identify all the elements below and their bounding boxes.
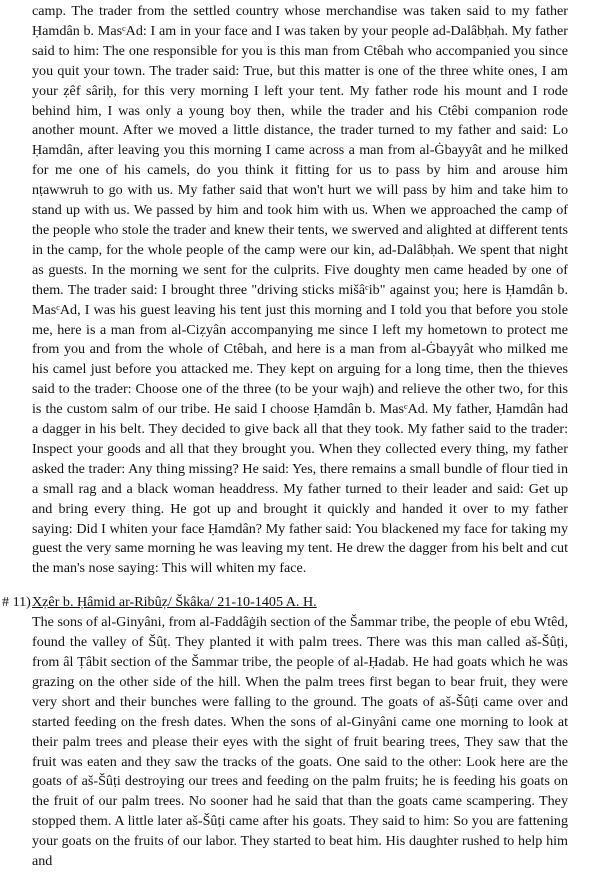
document-page bbox=[2, 2, 568, 872]
story-continued-paragraph: camp. The trader from the settled country whose merchandise was taken said to my father Ḥamdân b. MasᶜAd: I am in your face and I was taken by your people ad-Dalâbḥah. My father said to him: The one responsible for you is this man from Ctêbah who accompanied you since you quit your town. The trader said: True, but this matter is one of the three white ones, I am your ẓêf sâriḥ, for this very morning I left your tent. My father rode his mount and I rode behind him, I was only a young boy then, while the trader and his Ctêbi companion rode another mount. After we moved a little distance, the trader turned to my father and said: Lo Ḥamdân, after leaving you this morning I came across a man from al-Ġbayyât and he milked for me one of his camels, do you think it fitting for us to pass by him and arouse him nṭawwruh to go with us. My father said that won't hurt we will pass by him and take him to stand up with us. We passed by him and took him with us. When we approached the camp of the people who stole the trader and knew their tents, we swerved and alighted at different tents in the camp, for the whole people of the camp were our kin, ad-Dalâbḥah. We spent that night as guests. In the morning we sent for the culprits. Five doughty men came headed by one of them. The trader said: I brought three "driving sticks mišâᶜib" against you; here is Ḥamdân b. MasᶜAd, I was his guest leaving his tent just this morning and I told you that before you stole me, here is a man from al-Ciẓyân accompanying me since I left my hometown to protect me from you and from the whole of Ctêbah, and here is a man from al-Ġbayyât who milked me his camel just before you attacked me. They kept on arguing for a long time, then the thieves said to the trader: Choose one of the three (to be your wajh) and relieve the other two, for this is the custom salm of our tribe. He said I choose Ḥamdân b. MasᶜAd. My father, Ḥamdân had a dagger in his belt. They decided to give back all that they took. My father said to the trader: Inspect your goods and all that they brought you. When they collected every thing, my father asked the trader: Any thing missing? He said: Yes, there remains a small bundle of flour tied in a small rag and a black woman headdress. My father turned to their leader and said: Get up and bring every thing. He got up and brought it quickly and handed it over to my father saying: Did I whiten your face Ḥamdân? My father said: You blackened my face for taking my guest the very same morning he was leaving my tent. He drew the dagger from his belt and cut the man's nose saying: This will whiten my face. bbox=[32, 3, 568, 577]
entry-heading: Xẓêr b. Ḥâmid ar-Ribûẓ/ Škâka/ 21-10-1405 A. H. bbox=[32, 594, 317, 611]
entry-number: # 11) bbox=[2, 594, 31, 611]
entry-11 bbox=[2, 593, 568, 872]
section-gap bbox=[32, 579, 568, 593]
entry-paragraph: The sons of al-Ginyâni, from al-Faddâġih section of the Šammar tribe, the people of ebu Wtêd, found the valley of Šûṭ. They planted it with palm trees. There was this man called aš-Šûṭi, from âl Ṭâbit section of the Šammar tribe, the people of al-Ḥadab. He had goats which he was grazing on the other side of the hill. When the palm trees first began to bear fruit, they were very short and their bunches were falling to the ground. The goats of aš-Šûṭi came over and started feeding on the fresh dates. When the sons of al-Ginyâni came one morning to look at their palm trees and please their eyes with the sight of fruit bearing trees, They saw that the fruit was eaten and they saw the tracks of the goats. One said to the other: Look here are the goats of aš-Šûṭi destroying our trees and feeding on the palm fruits; he is feeding his goats on the fruit of our palm trees. No sooner had he said that than the goats came scampering. They stopped them. A little later aš-Šûṭi came after his goats. They said to him: So you are fattening your goats on the fruits of our labor. They started to beat him. His daughter rushed to help him and bbox=[32, 614, 568, 870]
